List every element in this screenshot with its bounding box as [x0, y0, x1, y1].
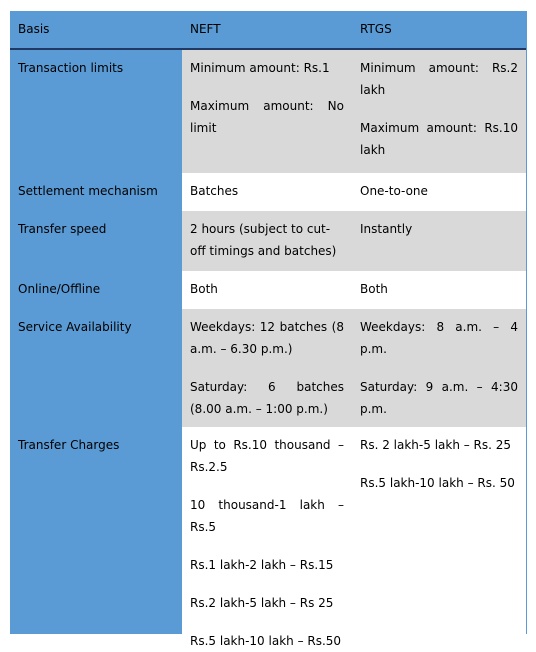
- table-row: [10, 211, 526, 271]
- cell-line: Up to Rs.10 thousand – Rs.2.5: [190, 438, 344, 474]
- cell-line: Minimum amount: Rs.1: [190, 61, 330, 75]
- table-row: [10, 427, 526, 648]
- rtgs-cell: [352, 211, 526, 271]
- cell-line: Maximum amount: No limit: [190, 99, 344, 135]
- neft-cell: [182, 173, 352, 211]
- neft-cell: [182, 50, 352, 173]
- comparison-table: [9, 10, 527, 648]
- cell-line: Saturday: 9 a.m. – 4:30 p.m.: [360, 380, 518, 416]
- table-row: [10, 271, 526, 309]
- table-row: [10, 173, 526, 211]
- cell-line: Rs. 2 lakh-5 lakh – Rs. 25: [360, 438, 512, 452]
- cell-line: Minimum amount: Rs.2 lakh: [360, 61, 518, 97]
- row-basis: Online/Offline: [10, 271, 182, 309]
- cell-line: Weekdays: 8 a.m. – 4 p.m.: [360, 320, 518, 356]
- cell-line: 2 hours (subject to cut-off timings and batches): [190, 222, 337, 258]
- header-neft: NEFT: [182, 11, 352, 48]
- neft-cell: [182, 309, 352, 427]
- cell-line: Both: [360, 282, 388, 296]
- cell-line: Both: [190, 282, 218, 296]
- cell-line: Rs.2 lakh-5 lakh – Rs 25: [190, 596, 334, 610]
- table-row: [10, 50, 526, 173]
- row-basis: Transfer speed: [10, 211, 182, 271]
- neft-cell: [182, 211, 352, 271]
- cell-line: Rs.5 lakh-10 lakh – Rs.50: [190, 634, 342, 648]
- cell-line: Weekdays: 12 batches (8 a.m. – 6.30 p.m.): [190, 320, 344, 356]
- neft-cell: [182, 271, 352, 309]
- rtgs-cell: [352, 173, 526, 211]
- table-row: [10, 309, 526, 427]
- cell-line: 10 thousand-1 lakh – Rs.5: [190, 498, 344, 534]
- header-rtgs: RTGS: [352, 11, 526, 48]
- cell-line: One-to-one: [360, 184, 428, 198]
- header-basis: Basis: [10, 11, 182, 48]
- row-basis: Settlement mechanism: [10, 173, 182, 211]
- rtgs-cell: [352, 271, 526, 309]
- row-basis: Transaction limits: [10, 50, 182, 173]
- cell-line: Rs.5 lakh-10 lakh – Rs. 50: [360, 476, 515, 490]
- cell-line: Rs.1 lakh-2 lakh – Rs.15: [190, 558, 334, 572]
- rtgs-cell: [352, 50, 526, 173]
- row-basis: Transfer Charges: [10, 427, 182, 634]
- neft-cell: [182, 427, 352, 648]
- table-right-border: [526, 11, 527, 634]
- rtgs-cell: [352, 309, 526, 427]
- cell-line: Instantly: [360, 222, 413, 236]
- cell-line: Batches: [190, 184, 239, 198]
- table-header-row: [10, 11, 526, 50]
- rtgs-cell: [352, 427, 526, 634]
- cell-line: Saturday: 6 batches (8.00 a.m. – 1:00 p.m.): [190, 380, 344, 416]
- row-basis: Service Availability: [10, 309, 182, 427]
- cell-line: Maximum amount: Rs.10 lakh: [360, 121, 518, 157]
